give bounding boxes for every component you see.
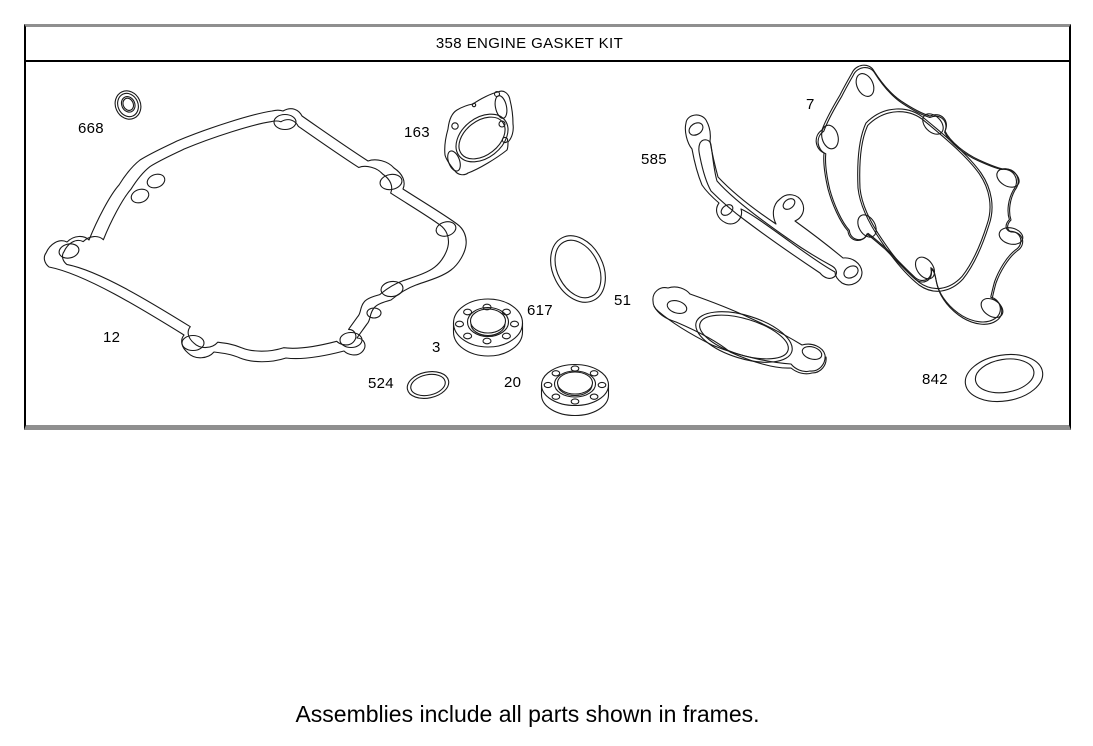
part-label-3: 3 <box>432 339 441 356</box>
part-label-7: 7 <box>806 96 815 113</box>
part-label-51: 51 <box>614 292 632 309</box>
flanged-seal-20-drawing <box>542 365 609 416</box>
flanged-seal-3-drawing <box>454 299 523 356</box>
part-label-842: 842 <box>922 371 948 388</box>
seal-668-drawing <box>111 87 146 124</box>
flange-gasket-51-drawing <box>653 287 826 374</box>
kit-title: 358 ENGINE GASKET KIT <box>435 35 624 52</box>
diagram-area <box>26 62 1069 425</box>
part-label-585: 585 <box>641 151 667 168</box>
gasket-kit-frame <box>24 24 1071 430</box>
carb-gasket-163-drawing <box>445 91 517 175</box>
part-label-163: 163 <box>404 124 430 141</box>
part-label-20: 20 <box>504 374 522 391</box>
part-label-524: 524 <box>368 375 394 392</box>
o-ring-842-drawing <box>962 349 1046 407</box>
kit-title-bar <box>26 27 1069 62</box>
part-label-668: 668 <box>78 120 104 137</box>
ring-524-drawing <box>405 368 451 402</box>
part-label-617: 617 <box>527 302 553 319</box>
cover-gasket-585-drawing <box>685 115 862 285</box>
head-gasket-7-drawing <box>816 65 1024 324</box>
part-label-12: 12 <box>103 329 121 346</box>
assemblies-note: Assemblies include all parts shown in frames. <box>295 701 760 727</box>
crankcase-gasket-12-drawing <box>44 109 466 362</box>
seal-ring-617-drawing <box>540 226 616 311</box>
gasket-diagram <box>26 62 1069 425</box>
